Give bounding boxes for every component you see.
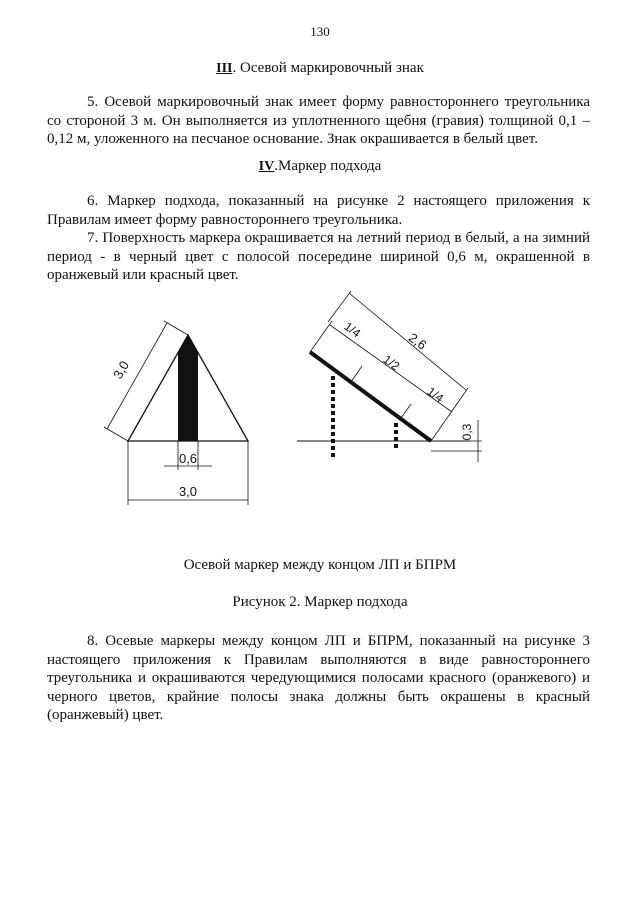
paragraph-text: 7. Поверхность маркера окрашивается на летний период в белый, а на зимний период - в черный цвет с полосой посередине шириной 0,6 м, окрашенной в оранжевый или красный цвет. xyxy=(47,230,590,283)
quarter-label-top: 1/4 xyxy=(341,319,364,341)
section-title: Маркер подхода xyxy=(277,158,382,174)
paragraph-8 xyxy=(47,632,590,725)
section-heading-4: IV.Маркер подхода xyxy=(258,158,382,174)
stripe-width-label: 0,6 xyxy=(178,451,198,466)
section-heading-3: III. Осевой маркировочный знак xyxy=(216,60,424,76)
base-width-label: 3,0 xyxy=(178,484,198,499)
marker-board xyxy=(310,352,431,441)
paragraph-text: 5. Осевой маркировочный знак имеет форму равностороннего треугольника со стороной 3 м. Он выполняется из уплотненного щебня (гравия) толщиной 0,1 – 0,12 м, уложенного на песчаное основание. Знак окрашивается в белый цвет. xyxy=(47,94,590,147)
height-label: 0,3 xyxy=(460,423,474,441)
figure-caption-number: Рисунок 2. Маркер подхода xyxy=(232,594,408,610)
section-roman-numeral: IV xyxy=(258,159,275,174)
section-roman-numeral: III xyxy=(216,61,233,76)
half-label: 1/2 xyxy=(380,352,403,374)
figure-caption-axial: Осевой маркер между концом ЛП и БПРМ xyxy=(183,557,457,573)
section-title: Осевой маркировочный знак xyxy=(239,60,424,76)
paragraph-text: 8. Осевые маркеры между концом ЛП и БПРМ, показанный на рисунке 3 настоящего приложения к Правилам выполняются в виде равностороннего треугольника и окрашиваются чередующимися полосами красного (оранжевого) и черного цветов, крайние полосы знака должны быть окрашены в красный (оранжевый) цвет. xyxy=(47,633,590,723)
approach-marker-figure xyxy=(0,290,640,520)
paragraph-6 xyxy=(47,192,590,229)
total-length-label: 2,6 xyxy=(405,329,430,353)
front-view-drawing xyxy=(104,321,248,505)
marker-center-stripe xyxy=(178,335,198,441)
side-length-label: 3,0 xyxy=(110,358,133,382)
page-number: 130 xyxy=(310,24,330,39)
paragraph-7 xyxy=(47,229,590,285)
paragraph-text: 6. Маркер подхода, показанный на рисунке 2 настоящего приложения к Правилам имеет форму равностороннего треугольника. xyxy=(47,193,590,228)
quarter-label-bottom: 1/4 xyxy=(424,384,447,406)
paragraph-5 xyxy=(47,93,590,149)
side-view-drawing xyxy=(297,291,482,462)
